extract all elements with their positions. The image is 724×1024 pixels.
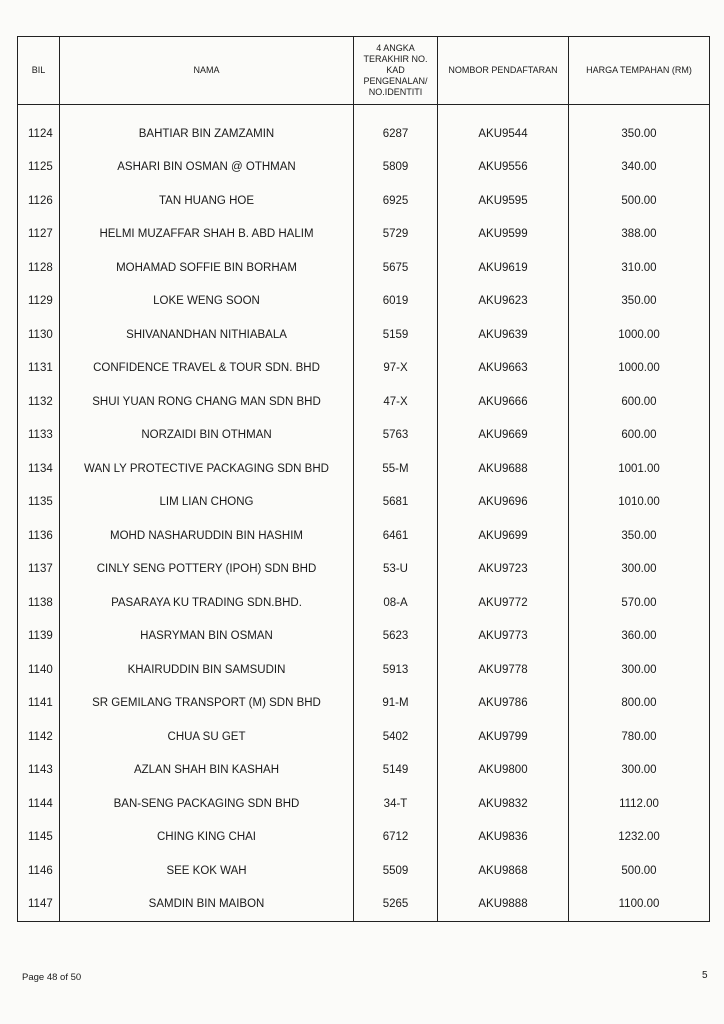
cell-nama: CHUA SU GET [60, 720, 354, 754]
table-row [18, 117, 710, 151]
cell-nombor-pendaftaran: AKU9699 [438, 519, 569, 553]
cell-nombor-pendaftaran: AKU9723 [438, 553, 569, 587]
cell-nombor-pendaftaran: AKU9623 [438, 285, 569, 319]
cell-identiti: 5675 [354, 251, 438, 285]
cell-nama: SAMDIN BIN MAIBON [60, 888, 354, 922]
cell-identiti: 5623 [354, 620, 438, 654]
cell-identiti: 6712 [354, 821, 438, 855]
cell-nama: CONFIDENCE TRAVEL & TOUR SDN. BHD [60, 352, 354, 386]
cell-nombor-pendaftaran: AKU9669 [438, 419, 569, 453]
cell-nombor-pendaftaran: AKU9800 [438, 754, 569, 788]
cell-nombor-pendaftaran: AKU9888 [438, 888, 569, 922]
cell-harga-tempahan: 1112.00 [569, 787, 710, 821]
cell-identiti: 5265 [354, 888, 438, 922]
cell-bil: 1135 [18, 486, 60, 520]
header-bil: BIL [18, 37, 60, 105]
cell-nombor-pendaftaran: AKU9666 [438, 385, 569, 419]
cell-nombor-pendaftaran: AKU9772 [438, 586, 569, 620]
cell-harga-tempahan: 310.00 [569, 251, 710, 285]
cell-identiti: 5402 [354, 720, 438, 754]
cell-nombor-pendaftaran: AKU9639 [438, 318, 569, 352]
cell-nombor-pendaftaran: AKU9832 [438, 787, 569, 821]
table-body [18, 105, 710, 922]
cell-identiti: 6287 [354, 117, 438, 151]
cell-nama: AZLAN SHAH BIN KASHAH [60, 754, 354, 788]
cell-bil: 1145 [18, 821, 60, 855]
cell-bil: 1124 [18, 117, 60, 151]
cell-harga-tempahan: 1010.00 [569, 486, 710, 520]
table-row [18, 586, 710, 620]
table-row [18, 553, 710, 587]
table-spacer-row [18, 105, 710, 118]
cell-nama: MOHD NASHARUDDIN BIN HASHIM [60, 519, 354, 553]
cell-bil: 1136 [18, 519, 60, 553]
cell-nama: WAN LY PROTECTIVE PACKAGING SDN BHD [60, 452, 354, 486]
cell-harga-tempahan: 780.00 [569, 720, 710, 754]
cell-identiti: 6925 [354, 184, 438, 218]
cell-bil: 1139 [18, 620, 60, 654]
table-row [18, 151, 710, 185]
table-row [18, 620, 710, 654]
table-row [18, 318, 710, 352]
cell-bil: 1141 [18, 687, 60, 721]
cell-identiti: 5149 [354, 754, 438, 788]
cell-nama: TAN HUANG HOE [60, 184, 354, 218]
cell-bil: 1143 [18, 754, 60, 788]
cell-identiti: 53-U [354, 553, 438, 587]
table-row [18, 285, 710, 319]
table-row [18, 854, 710, 888]
cell-bil: 1142 [18, 720, 60, 754]
cell-harga-tempahan: 500.00 [569, 184, 710, 218]
table-row [18, 720, 710, 754]
cell-nombor-pendaftaran: AKU9595 [438, 184, 569, 218]
cell-harga-tempahan: 1100.00 [569, 888, 710, 922]
table-row [18, 184, 710, 218]
cell-harga-tempahan: 500.00 [569, 854, 710, 888]
cell-bil: 1131 [18, 352, 60, 386]
table-row [18, 519, 710, 553]
cell-identiti: 97-X [354, 352, 438, 386]
cell-nombor-pendaftaran: AKU9773 [438, 620, 569, 654]
cell-nama: PASARAYA KU TRADING SDN.BHD. [60, 586, 354, 620]
cell-identiti: 6019 [354, 285, 438, 319]
cell-nama: MOHAMAD SOFFIE BIN BORHAM [60, 251, 354, 285]
cell-identiti: 5913 [354, 653, 438, 687]
cell-harga-tempahan: 350.00 [569, 519, 710, 553]
cell-nombor-pendaftaran: AKU9786 [438, 687, 569, 721]
cell-identiti: 5159 [354, 318, 438, 352]
header-harga-tempahan: HARGA TEMPAHAN (RM) [569, 37, 710, 105]
table-row [18, 385, 710, 419]
header-nombor-pendaftaran: NOMBOR PENDAFTARAN [438, 37, 569, 105]
cell-identiti: 47-X [354, 385, 438, 419]
cell-bil: 1146 [18, 854, 60, 888]
table-row [18, 687, 710, 721]
cell-nama: CINLY SENG POTTERY (IPOH) SDN BHD [60, 553, 354, 587]
cell-nama: KHAIRUDDIN BIN SAMSUDIN [60, 653, 354, 687]
cell-identiti: 5729 [354, 218, 438, 252]
cell-nama: HASRYMAN BIN OSMAN [60, 620, 354, 654]
cell-nama: BAHTIAR BIN ZAMZAMIN [60, 117, 354, 151]
cell-nombor-pendaftaran: AKU9663 [438, 352, 569, 386]
table-row [18, 452, 710, 486]
cell-bil: 1138 [18, 586, 60, 620]
cell-harga-tempahan: 570.00 [569, 586, 710, 620]
header-identiti: 4 ANGKA TERAKHIR NO. KAD PENGENALAN/ NO.IDENTITI [354, 37, 438, 105]
cell-bil: 1127 [18, 218, 60, 252]
table-row [18, 821, 710, 855]
cell-nombor-pendaftaran: AKU9836 [438, 821, 569, 855]
page-mark: 5 [702, 970, 708, 981]
cell-harga-tempahan: 350.00 [569, 285, 710, 319]
cell-nombor-pendaftaran: AKU9556 [438, 151, 569, 185]
cell-bil: 1137 [18, 553, 60, 587]
table-row [18, 251, 710, 285]
cell-bil: 1126 [18, 184, 60, 218]
cell-nama: BAN-SENG PACKAGING SDN BHD [60, 787, 354, 821]
cell-nama: CHING KING CHAI [60, 821, 354, 855]
cell-nombor-pendaftaran: AKU9619 [438, 251, 569, 285]
table-row [18, 787, 710, 821]
cell-nama: LOKE WENG SOON [60, 285, 354, 319]
cell-bil: 1125 [18, 151, 60, 185]
cell-bil: 1130 [18, 318, 60, 352]
cell-bil: 1144 [18, 787, 60, 821]
page-number: Page 48 of 50 [22, 972, 82, 983]
cell-bil: 1134 [18, 452, 60, 486]
cell-harga-tempahan: 300.00 [569, 653, 710, 687]
cell-harga-tempahan: 350.00 [569, 117, 710, 151]
cell-harga-tempahan: 388.00 [569, 218, 710, 252]
cell-harga-tempahan: 300.00 [569, 754, 710, 788]
table-row [18, 218, 710, 252]
cell-harga-tempahan: 1001.00 [569, 452, 710, 486]
table-row [18, 419, 710, 453]
cell-bil: 1132 [18, 385, 60, 419]
cell-harga-tempahan: 1232.00 [569, 821, 710, 855]
cell-identiti: 6461 [354, 519, 438, 553]
cell-harga-tempahan: 300.00 [569, 553, 710, 587]
cell-nama: SEE KOK WAH [60, 854, 354, 888]
cell-nombor-pendaftaran: AKU9778 [438, 653, 569, 687]
table-header-row [18, 37, 710, 105]
cell-nama: HELMI MUZAFFAR SHAH B. ABD HALIM [60, 218, 354, 252]
registration-table [17, 36, 710, 922]
cell-identiti: 91-M [354, 687, 438, 721]
cell-bil: 1147 [18, 888, 60, 922]
cell-identiti: 34-T [354, 787, 438, 821]
cell-nama: SHUI YUAN RONG CHANG MAN SDN BHD [60, 385, 354, 419]
cell-identiti: 55-M [354, 452, 438, 486]
cell-nombor-pendaftaran: AKU9799 [438, 720, 569, 754]
cell-nombor-pendaftaran: AKU9868 [438, 854, 569, 888]
header-nama: NAMA [60, 37, 354, 105]
cell-nama: SR GEMILANG TRANSPORT (M) SDN BHD [60, 687, 354, 721]
cell-nombor-pendaftaran: AKU9688 [438, 452, 569, 486]
cell-identiti: 5809 [354, 151, 438, 185]
cell-bil: 1133 [18, 419, 60, 453]
cell-harga-tempahan: 1000.00 [569, 352, 710, 386]
table-row [18, 486, 710, 520]
cell-nombor-pendaftaran: AKU9696 [438, 486, 569, 520]
cell-harga-tempahan: 600.00 [569, 419, 710, 453]
cell-identiti: 5509 [354, 854, 438, 888]
cell-identiti: 5681 [354, 486, 438, 520]
cell-harga-tempahan: 1000.00 [569, 318, 710, 352]
cell-harga-tempahan: 600.00 [569, 385, 710, 419]
cell-nama: LIM LIAN CHONG [60, 486, 354, 520]
table-row [18, 888, 710, 922]
cell-nama: SHIVANANDHAN NITHIABALA [60, 318, 354, 352]
cell-harga-tempahan: 800.00 [569, 687, 710, 721]
cell-harga-tempahan: 360.00 [569, 620, 710, 654]
cell-bil: 1140 [18, 653, 60, 687]
table-row [18, 754, 710, 788]
cell-nama: NORZAIDI BIN OTHMAN [60, 419, 354, 453]
cell-identiti: 5763 [354, 419, 438, 453]
table-row [18, 352, 710, 386]
cell-bil: 1129 [18, 285, 60, 319]
cell-identiti: 08-A [354, 586, 438, 620]
cell-harga-tempahan: 340.00 [569, 151, 710, 185]
cell-bil: 1128 [18, 251, 60, 285]
cell-nombor-pendaftaran: AKU9544 [438, 117, 569, 151]
cell-nombor-pendaftaran: AKU9599 [438, 218, 569, 252]
cell-nama: ASHARI BIN OSMAN @ OTHMAN [60, 151, 354, 185]
table-row [18, 653, 710, 687]
